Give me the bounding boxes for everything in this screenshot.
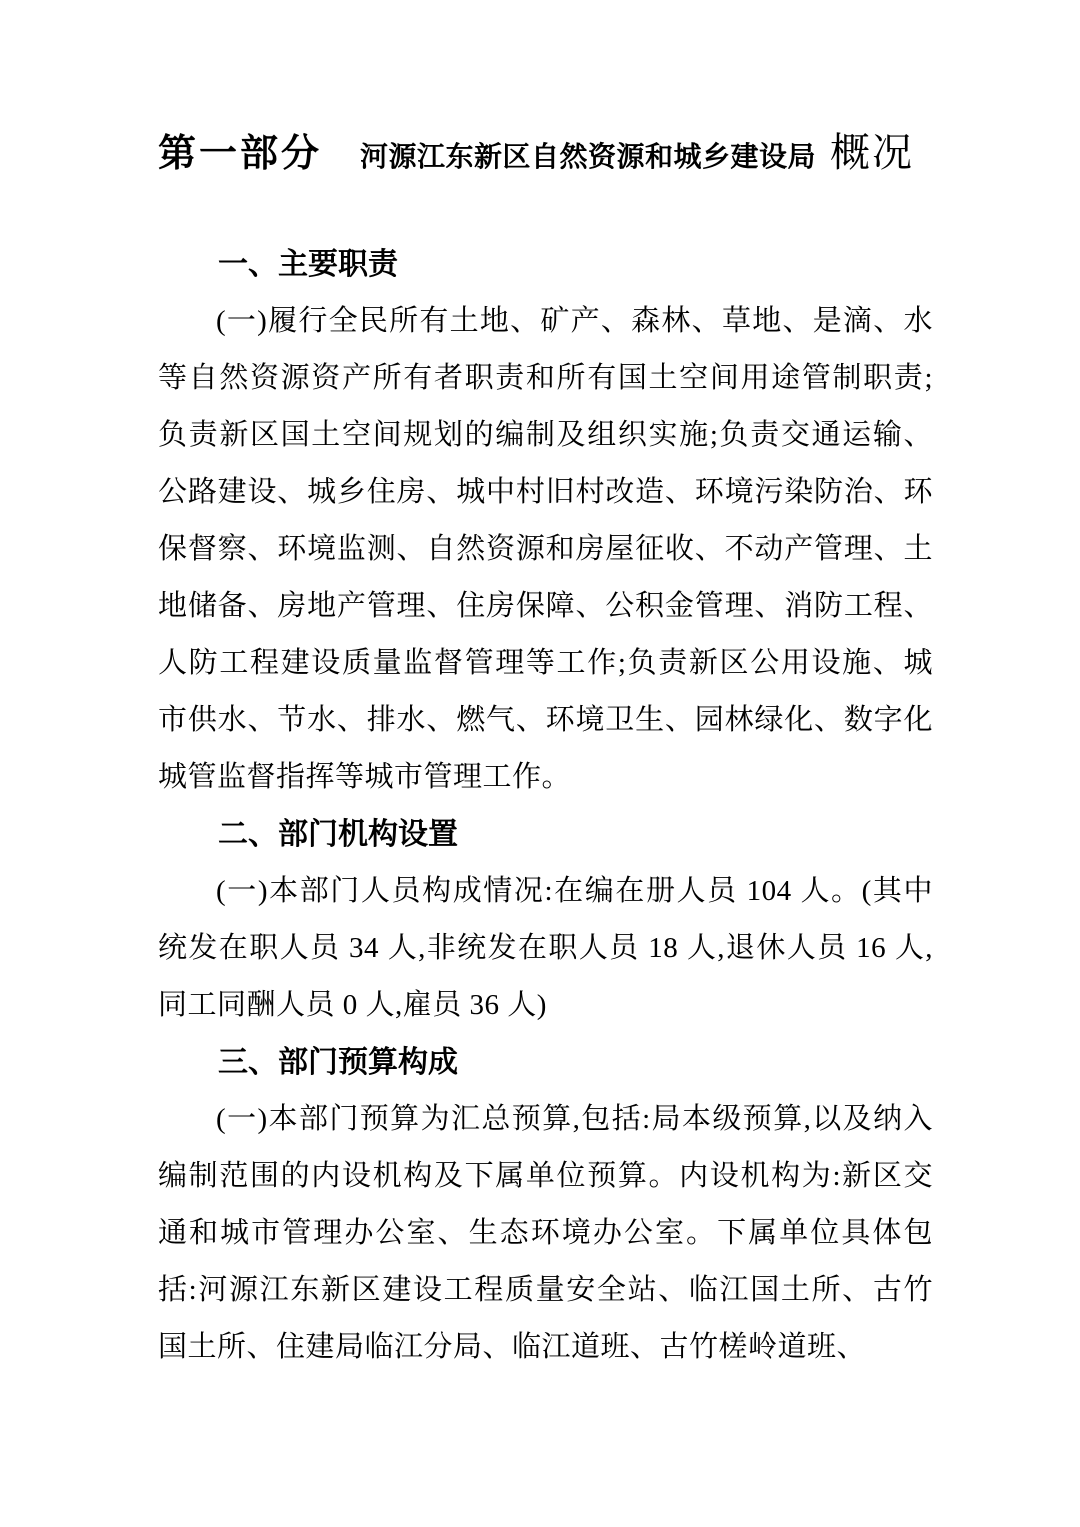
org-name: 河源江东新区自然资源和城乡建设局: [360, 141, 817, 172]
part-number: 第一部分: [158, 133, 323, 175]
title-suffix: 概况: [830, 131, 915, 175]
section-heading-budget-composition: 三、部门预算构成: [218, 1046, 458, 1079]
org-structure-paragraph: (一)本部门人员构成情况:在编在册人员 104 人。(其中统发在职人员 34 人,非统发在职人员 18 人,退休人员 16 人,同工同酬人员 0 人,雇员 36 人): [158, 875, 933, 1021]
section-heading-main-duties: 一、主要职责: [218, 248, 398, 281]
budget-composition-paragraph: (一)本部门预算为汇总预算,包括:局本级预算,以及纳入编制范围的内设机构及下属单位预算。内设机构为:新区交通和城市管理办公室、生态环境办公室。下属单位具体包括:河源江东新区建设工程质量安全站、临江国土所、古竹国土所、住建局临江分局、临江道班、古竹槎岭道班、: [158, 1103, 933, 1363]
main-duties-paragraph: (一)履行全民所有土地、矿产、森林、草地、是滴、水等自然资源资产所有者职责和所有国土空间用途管制职责;负责新区国土空间规划的编制及组织实施;负责交通运输、公路建设、城乡住房、城中村旧村改造、环境污染防治、环保督察、环境监测、自然资源和房屋征收、不动产管理、土地储备、房地产管理、住房保障、公积金管理、消防工程、人防工程建设质量监督管理等工作;负责新区公用设施、城市供水、节水、排水、燃气、环境卫生、园林绿化、数字化城管监督指挥等城市管理工作。: [158, 305, 933, 793]
document-body: [158, 236, 933, 1376]
section-heading-org-structure: 二、部门机构设置: [218, 818, 458, 851]
document-title: [158, 128, 933, 182]
